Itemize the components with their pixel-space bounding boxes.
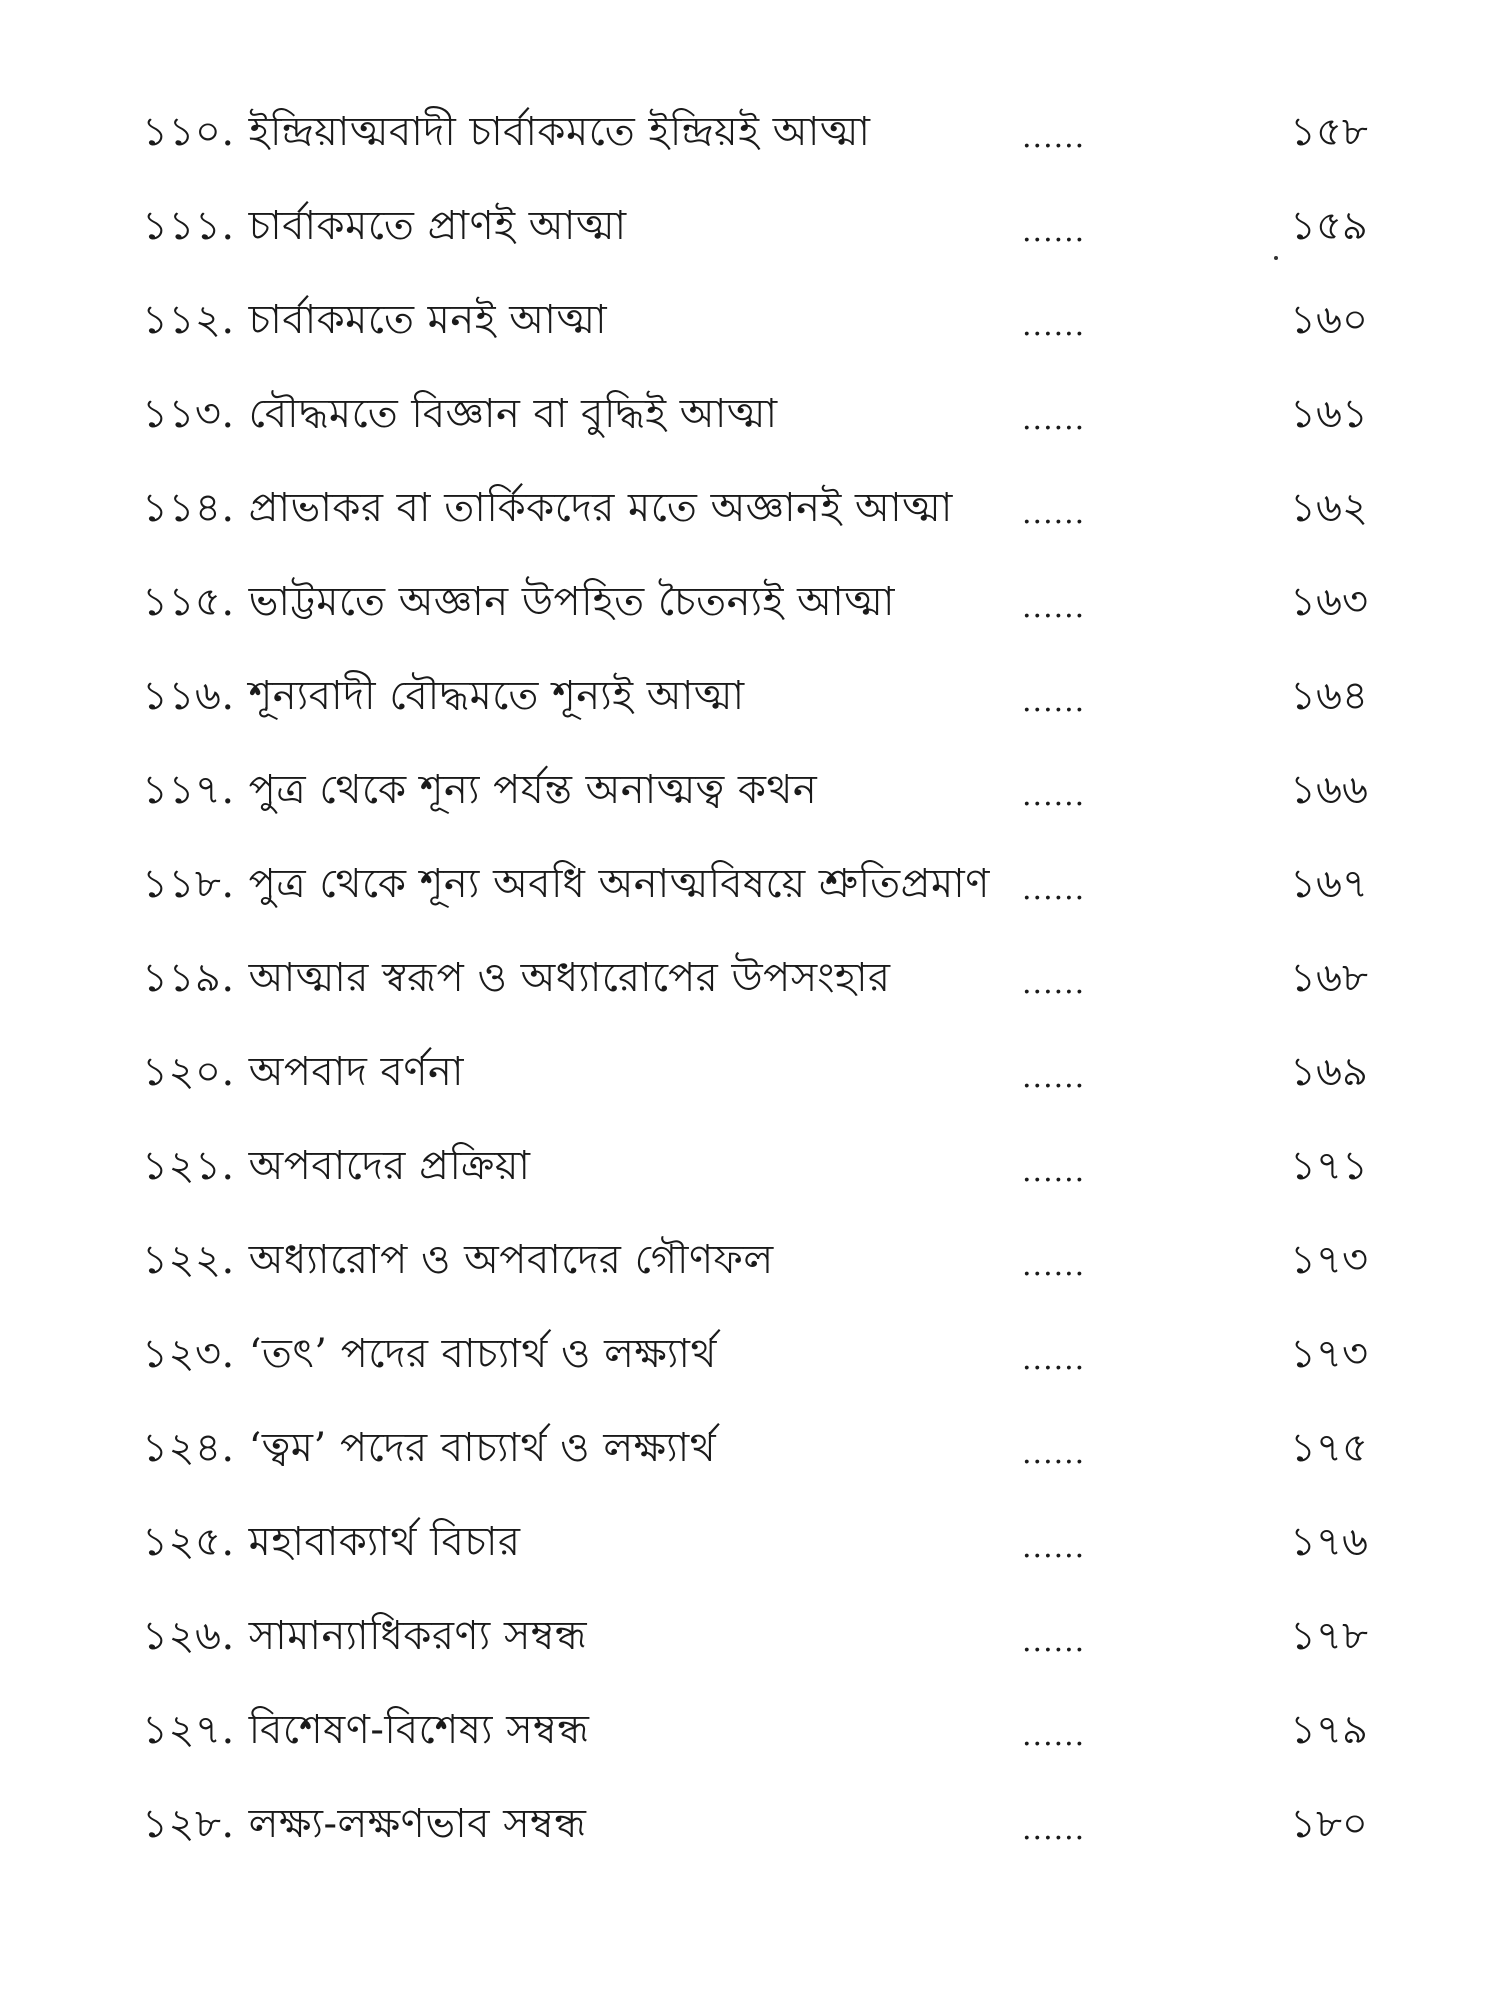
toc-entry [142, 574, 895, 630]
toc-title: পুত্র থেকে শূন্য অবধি অনাত্মবিষয়ে শ্রুতিপ্রমাণ [248, 861, 990, 907]
toc-entry [142, 1232, 774, 1288]
toc-title: লক্ষ্য-লক্ষণভাব সম্বন্ধ [248, 1801, 587, 1847]
toc-leader-dots: ...... [1022, 402, 1086, 437]
toc-entry [142, 1608, 587, 1664]
toc-page-number: ১৭৩ [1290, 1237, 1368, 1283]
toc-row [0, 1044, 1500, 1104]
toc-row [0, 856, 1500, 916]
toc-number: ১২৩. [142, 1331, 235, 1377]
toc-row [0, 1796, 1500, 1856]
toc-page-number: ১৬০ [1290, 297, 1368, 343]
toc-entry [142, 1702, 589, 1758]
toc-row [0, 198, 1500, 258]
toc-title: বৌদ্ধমতে বিজ্ঞান বা বুদ্ধিই আত্মা [248, 391, 778, 437]
toc-leader-dots: ...... [1022, 496, 1086, 531]
toc-number: ১১৭. [142, 767, 235, 813]
toc-number: ১২০. [142, 1049, 235, 1095]
toc-leader-dots: ...... [1022, 308, 1086, 343]
toc-page-number: ১৬৬ [1290, 767, 1368, 813]
toc-leader-dots: ...... [1022, 1624, 1086, 1659]
toc-row [0, 1420, 1500, 1480]
toc-row [0, 1514, 1500, 1574]
toc-entry [142, 386, 778, 442]
toc-row [0, 1138, 1500, 1198]
toc-leader-dots: ...... [1022, 1154, 1086, 1189]
toc-entry [142, 1420, 716, 1476]
toc-page-number: ১৬৪ [1290, 673, 1368, 719]
toc-title: সামান্যাধিকরণ্য সম্বন্ধ [248, 1613, 588, 1659]
toc-row [0, 480, 1500, 540]
toc-number: ১১২. [142, 297, 235, 343]
toc-leader-dots: ...... [1022, 966, 1086, 1001]
toc-title: অধ্যারোপ ও অপবাদের গৌণফল [248, 1237, 774, 1283]
toc-leader-dots: ...... [1022, 872, 1086, 907]
toc-title: বিশেষণ-বিশেষ্য সম্বন্ধ [248, 1707, 590, 1753]
stray-mark [1274, 256, 1278, 260]
toc-row [0, 386, 1500, 446]
toc-title: মহাবাক্যার্থ বিচার [248, 1519, 521, 1565]
toc-number: ১২৬. [142, 1613, 235, 1659]
toc-title: আত্মার স্বরূপ ও অধ্যারোপের উপসংহার [248, 955, 891, 1001]
toc-title: চার্বাকমতে মনই আত্মা [248, 297, 608, 343]
toc-number: ১১৯. [142, 955, 235, 1001]
toc-leader-dots: ...... [1022, 1436, 1086, 1471]
toc-page-number: ১৬৯ [1290, 1049, 1368, 1095]
toc-entry [142, 1044, 464, 1100]
toc-number: ১২১. [142, 1143, 235, 1189]
toc-number: ১২৭. [142, 1707, 235, 1753]
toc-number: ১১৬. [142, 673, 235, 719]
toc-title: চার্বাকমতে প্রাণই আত্মা [248, 203, 627, 249]
toc-number: ১২২. [142, 1237, 235, 1283]
toc-entry [142, 1138, 531, 1194]
toc-title: পুত্র থেকে শূন্য পর্যন্ত অনাত্মত্ব কথন [248, 767, 818, 813]
toc-page-number: ১৭১ [1290, 1143, 1368, 1189]
toc-page-number: ১৫৮ [1290, 109, 1368, 155]
toc-page-number: ১৭৩ [1290, 1331, 1368, 1377]
toc-row [0, 1326, 1500, 1386]
toc-entry [142, 856, 990, 912]
toc-leader-dots: ...... [1022, 214, 1086, 249]
toc-page-number: ১৬৭ [1290, 861, 1368, 907]
toc-page-number: ১৬২ [1290, 485, 1368, 531]
toc-row [0, 762, 1500, 822]
toc-page-number: ১৭৮ [1290, 1613, 1368, 1659]
toc-number: ১২৫. [142, 1519, 235, 1565]
toc-title: শূন্যবাদী বৌদ্ধমতে শূন্যই আত্মা [248, 673, 745, 719]
toc-number: ১১৩. [142, 391, 235, 437]
toc-leader-dots: ...... [1022, 590, 1086, 625]
toc-page-number: ১৬১ [1290, 391, 1368, 437]
toc-leader-dots: ...... [1022, 1060, 1086, 1095]
toc-number: ১১৪. [142, 485, 235, 531]
toc-entry [142, 1326, 717, 1382]
toc-page-number: ১৭৯ [1290, 1707, 1368, 1753]
toc-entry [142, 292, 607, 348]
toc-row [0, 668, 1500, 728]
toc-page-number: ১৮০ [1290, 1801, 1368, 1847]
toc-number: ১১০. [142, 109, 235, 155]
toc-entry [142, 480, 953, 536]
toc-row [0, 1608, 1500, 1668]
toc-row [0, 1702, 1500, 1762]
toc-page-number: ১৬৩ [1290, 579, 1368, 625]
toc-page-number: ১৬৮ [1290, 955, 1368, 1001]
toc-page-number: ১৭৫ [1290, 1425, 1368, 1471]
toc-leader-dots: ...... [1022, 778, 1086, 813]
toc-entry [142, 1796, 586, 1852]
toc-title: অপবাদ বর্ণনা [248, 1049, 464, 1095]
toc-number: ১২৪. [142, 1425, 235, 1471]
toc-leader-dots: ...... [1022, 120, 1086, 155]
toc-leader-dots: ...... [1022, 1718, 1086, 1753]
toc-number: ১২৮. [142, 1801, 235, 1847]
toc-leader-dots: ...... [1022, 1812, 1086, 1847]
toc-entry [142, 104, 871, 160]
toc-title: ‘তৎ’ পদের বাচ্যার্থ ও লক্ষ্যার্থ [248, 1331, 717, 1377]
toc-page-number: ১৭৬ [1290, 1519, 1368, 1565]
toc-entry [142, 1514, 521, 1570]
toc-page-number: ১৫৯ [1290, 203, 1368, 249]
toc-row [0, 1232, 1500, 1292]
toc-title: ইন্দ্রিয়াত্মবাদী চার্বাকমতে ইন্দ্রিয়ই আত্মা [248, 109, 871, 155]
toc-entry [142, 950, 891, 1006]
toc-row [0, 292, 1500, 352]
toc-entry [142, 668, 745, 724]
toc-leader-dots: ...... [1022, 684, 1086, 719]
toc-title: প্রাভাকর বা তার্কিকদের মতে অজ্ঞানই আত্মা [248, 485, 953, 531]
toc-title: ‘ত্বম’ পদের বাচ্যার্থ ও লক্ষ্যার্থ [248, 1425, 717, 1471]
toc-entry [142, 762, 817, 818]
toc-number: ১১৮. [142, 861, 235, 907]
toc-title: অপবাদের প্রক্রিয়া [248, 1143, 531, 1189]
toc-row [0, 950, 1500, 1010]
toc-entry [142, 198, 627, 254]
toc-row [0, 104, 1500, 164]
toc-title: ভাট্টমতে অজ্ঞান উপহিত চৈতন্যই আত্মা [248, 579, 895, 625]
toc-number: ১১৫. [142, 579, 235, 625]
toc-row [0, 574, 1500, 634]
toc-leader-dots: ...... [1022, 1342, 1086, 1377]
toc-number: ১১১. [142, 203, 235, 249]
toc-leader-dots: ...... [1022, 1248, 1086, 1283]
toc-leader-dots: ...... [1022, 1530, 1086, 1565]
